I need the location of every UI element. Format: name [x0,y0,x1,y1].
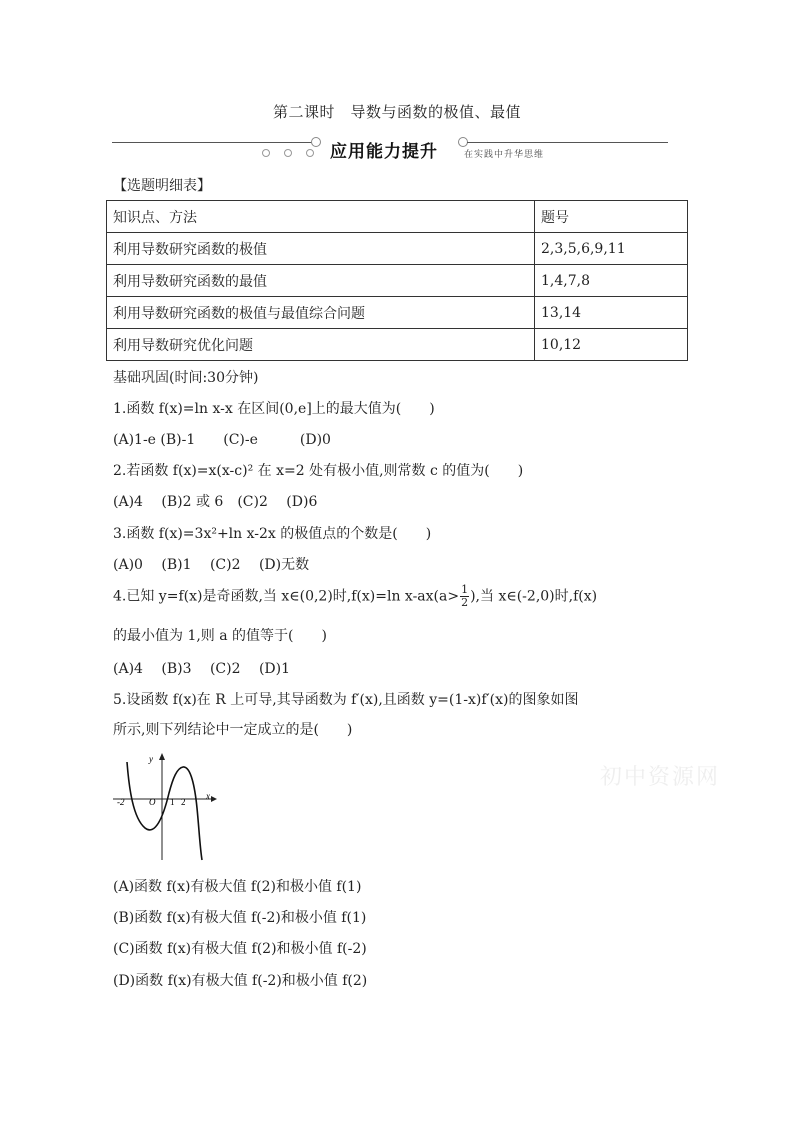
q5-option: (D)函数 f(x)有极大值 f(-2)和极小值 f(2) [113,973,368,989]
table-cell-topic: 利用导数研究函数的极值与最值综合问题 [107,297,535,329]
q3-options: (A)0 (B)1 (C)2 (D)无数 [113,557,310,573]
table-cell-number: 1,4,7,8 [535,265,688,297]
fraction-denominator: 2 [461,596,469,609]
table-row [107,265,688,297]
curve [127,762,202,860]
y-axis-label: y [149,754,153,764]
y-axis-arrow [159,753,165,760]
table-label: 【选题明细表】 [113,178,211,194]
q1-stem: 1.函数 f(x)=ln x-x 在区间(0,e]上的最大值为( ) [113,401,435,417]
banner-subheading: 在实践中升华思维 [464,150,545,160]
banner-rule-right [467,142,668,143]
x-axis-arrow [211,796,217,802]
table-header-number: 题号 [535,201,688,233]
q5-option: (B)函数 f(x)有极大值 f(-2)和极小值 f(1) [113,910,367,926]
banner-dot [262,149,270,157]
table-header-row [107,201,688,233]
banner-dot [306,149,314,157]
section-heading: 基础巩固(时间:30分钟) [113,370,259,386]
table-cell-number: 10,12 [535,329,688,361]
q2-stem: 2.若函数 f(x)=x(x-c)² 在 x=2 处有极小值,则常数 c 的值为( ) [113,463,524,479]
table-cell-topic: 利用导数研究函数的最值 [107,265,535,297]
table-cell-number: 2,3,5,6,9,11 [535,233,688,265]
q5-stem-line1: 5.设函数 f(x)在 R 上可导,其导函数为 f′(x),且函数 y=(1-x)f′(x)的图象如图 [113,692,579,708]
q4-stem-part-a: 4.已知 y=f(x)是奇函数,当 x∈(0,2)时,f(x)=ln x-ax(a> [113,588,460,605]
table-cell-topic: 利用导数研究函数的极值 [107,233,535,265]
banner-knob-left [311,137,321,147]
q1-options: (A)1-e (B)-1 (C)-e (D)0 [113,432,331,448]
table-cell-topic: 利用导数研究优化问题 [107,329,535,361]
function-graph [111,748,221,863]
table-row [107,233,688,265]
tick-label: -2 [117,797,125,807]
q5-stem-line2: 所示,则下列结论中一定成立的是( ) [113,722,353,738]
q4-stem-part-b: ),当 x∈(-2,0)时,f(x) [470,588,598,605]
q4-stem-line2: 的最小值为 1,则 a 的值等于( ) [113,628,327,644]
tick-label: 2 [181,797,186,807]
section-banner [112,133,668,167]
banner-dots [262,149,322,159]
tick-label: 1 [170,797,175,807]
banner-heading: 应用能力提升 [330,142,438,162]
fraction [460,584,469,609]
table-row [107,297,688,329]
origin-label: O [149,797,156,807]
table-header-topic: 知识点、方法 [107,201,535,233]
fraction-numerator: 1 [461,583,469,596]
q5-option: (C)函数 f(x)有极大值 f(2)和极小值 f(-2) [113,941,367,957]
topic-table [106,200,688,361]
q5-option: (A)函数 f(x)有极大值 f(2)和极小值 f(1) [113,879,362,895]
q4-stem-line1 [113,584,597,609]
q4-options: (A)4 (B)3 (C)2 (D)1 [113,661,291,677]
watermark: 初中资源网 [600,765,721,790]
x-axis-label: x [206,791,210,801]
banner-dot [284,149,292,157]
banner-rule-left [112,142,317,143]
table-cell-number: 13,14 [535,297,688,329]
table-row [107,329,688,361]
q2-options: (A)4 (B)2 或 6 (C)2 (D)6 [113,494,318,510]
page-title: 第二课时 导数与函数的极值、最值 [272,103,521,121]
q3-stem: 3.函数 f(x)=3x²+ln x-2x 的极值点的个数是( ) [113,526,432,542]
